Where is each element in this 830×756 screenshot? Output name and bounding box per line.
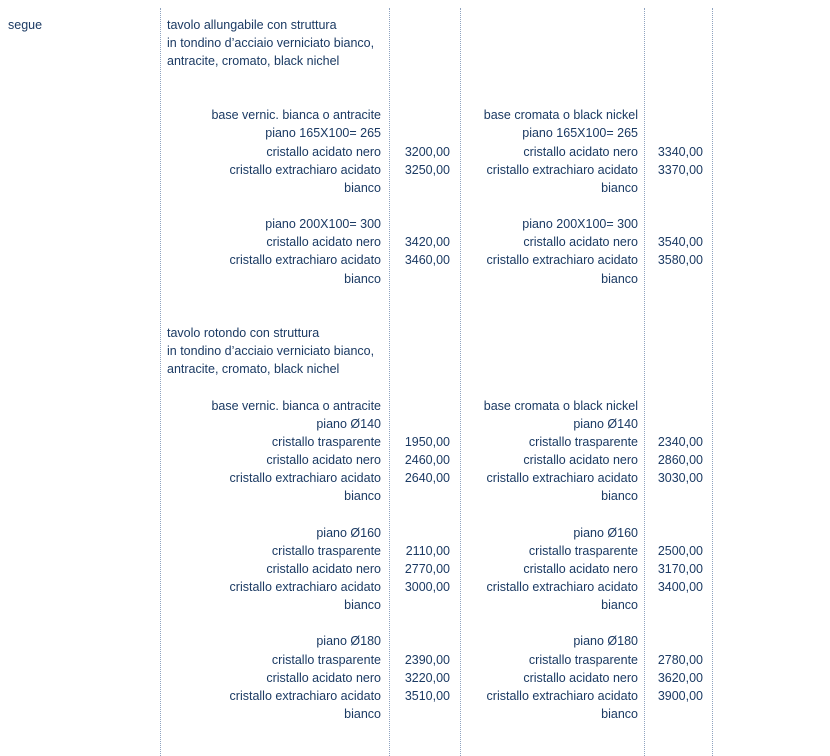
finish-label-continued: bianco (601, 181, 638, 195)
price-value: 3170,00 (657, 562, 703, 576)
finish-label: cristallo extrachiaro acidato (229, 689, 381, 703)
size-label: piano Ø160 (573, 526, 638, 540)
segue-label: segue (8, 18, 43, 32)
size-label: piano Ø140 (573, 417, 638, 431)
finish-label-continued: bianco (601, 272, 638, 286)
finish-label: cristallo trasparente (528, 653, 638, 667)
size-label: piano Ø160 (316, 526, 381, 540)
column-divider (389, 8, 390, 756)
finish-label-continued: bianco (601, 707, 638, 721)
base-option: base vernic. bianca o antracite (211, 399, 381, 413)
price-value: 3580,00 (657, 253, 703, 267)
finish-label-continued: bianco (344, 598, 381, 612)
price-value: 2780,00 (657, 653, 703, 667)
size-label: piano Ø180 (316, 634, 381, 648)
finish-label: cristallo acidato nero (266, 671, 381, 685)
finish-label: cristallo extrachiaro acidato (486, 163, 638, 177)
price-value: 3620,00 (657, 671, 703, 685)
finish-label: cristallo extrachiaro acidato (229, 163, 381, 177)
price-value: 3000,00 (404, 580, 450, 594)
finish-label: cristallo acidato nero (266, 145, 381, 159)
finish-label: cristallo acidato nero (523, 562, 638, 576)
price-value: 2340,00 (657, 435, 703, 449)
price-value: 3250,00 (404, 163, 450, 177)
price-value: 3370,00 (657, 163, 703, 177)
finish-label: cristallo acidato nero (266, 453, 381, 467)
finish-label: cristallo acidato nero (523, 671, 638, 685)
finish-label: cristallo trasparente (528, 544, 638, 558)
finish-label: cristallo extrachiaro acidato (486, 253, 638, 267)
price-value: 2640,00 (404, 471, 450, 485)
finish-label: cristallo extrachiaro acidato (486, 689, 638, 703)
price-value: 2390,00 (404, 653, 450, 667)
column-divider (712, 8, 713, 756)
price-value: 3220,00 (404, 671, 450, 685)
product-description: in tondino d’acciaio verniciato bianco, (167, 344, 375, 358)
price-value: 3200,00 (404, 145, 450, 159)
base-option: base vernic. bianca o antracite (211, 108, 381, 122)
size-label: piano Ø140 (316, 417, 381, 431)
size-label: piano 200X100= 300 (265, 217, 381, 231)
finish-label: cristallo trasparente (271, 653, 381, 667)
finish-label: cristallo trasparente (528, 435, 638, 449)
finish-label-continued: bianco (344, 707, 381, 721)
finish-label: cristallo acidato nero (523, 453, 638, 467)
finish-label: cristallo extrachiaro acidato (486, 471, 638, 485)
finish-label: cristallo acidato nero (266, 562, 381, 576)
price-value: 3340,00 (657, 145, 703, 159)
finish-label: cristallo extrachiaro acidato (486, 580, 638, 594)
finish-label: cristallo trasparente (271, 435, 381, 449)
price-value: 2110,00 (405, 544, 450, 558)
finish-label: cristallo extrachiaro acidato (229, 580, 381, 594)
size-label: piano 165X100= 265 (522, 126, 638, 140)
column-divider (160, 8, 161, 756)
price-value: 3510,00 (404, 689, 450, 703)
finish-label: cristallo acidato nero (523, 145, 638, 159)
base-option: base cromata o black nickel (483, 108, 638, 122)
product-description: antracite, cromato, black nichel (167, 54, 340, 68)
base-option: base cromata o black nickel (483, 399, 638, 413)
finish-label-continued: bianco (601, 598, 638, 612)
product-description: in tondino d’acciaio verniciato bianco, (167, 36, 375, 50)
finish-label: cristallo trasparente (271, 544, 381, 558)
finish-label: cristallo acidato nero (523, 235, 638, 249)
finish-label-continued: bianco (601, 489, 638, 503)
price-value: 1950,00 (404, 435, 450, 449)
product-description: tavolo allungabile con struttura (167, 18, 337, 32)
price-value: 2460,00 (404, 453, 450, 467)
finish-label: cristallo extrachiaro acidato (229, 253, 381, 267)
price-value: 2500,00 (657, 544, 703, 558)
price-value: 2770,00 (404, 562, 450, 576)
product-description: antracite, cromato, black nichel (167, 362, 340, 376)
finish-label: cristallo extrachiaro acidato (229, 471, 381, 485)
product-description: tavolo rotondo con struttura (167, 326, 320, 340)
size-label: piano 200X100= 300 (522, 217, 638, 231)
price-value: 3540,00 (657, 235, 703, 249)
finish-label: cristallo acidato nero (266, 235, 381, 249)
column-divider (460, 8, 461, 756)
price-value: 3460,00 (404, 253, 450, 267)
price-value: 3420,00 (404, 235, 450, 249)
price-value: 2860,00 (657, 453, 703, 467)
price-value: 3400,00 (657, 580, 703, 594)
size-label: piano 165X100= 265 (265, 126, 381, 140)
price-value: 3900,00 (657, 689, 703, 703)
finish-label-continued: bianco (344, 272, 381, 286)
column-divider (644, 8, 645, 756)
size-label: piano Ø180 (573, 634, 638, 648)
finish-label-continued: bianco (344, 181, 381, 195)
finish-label-continued: bianco (344, 489, 381, 503)
price-value: 3030,00 (657, 471, 703, 485)
